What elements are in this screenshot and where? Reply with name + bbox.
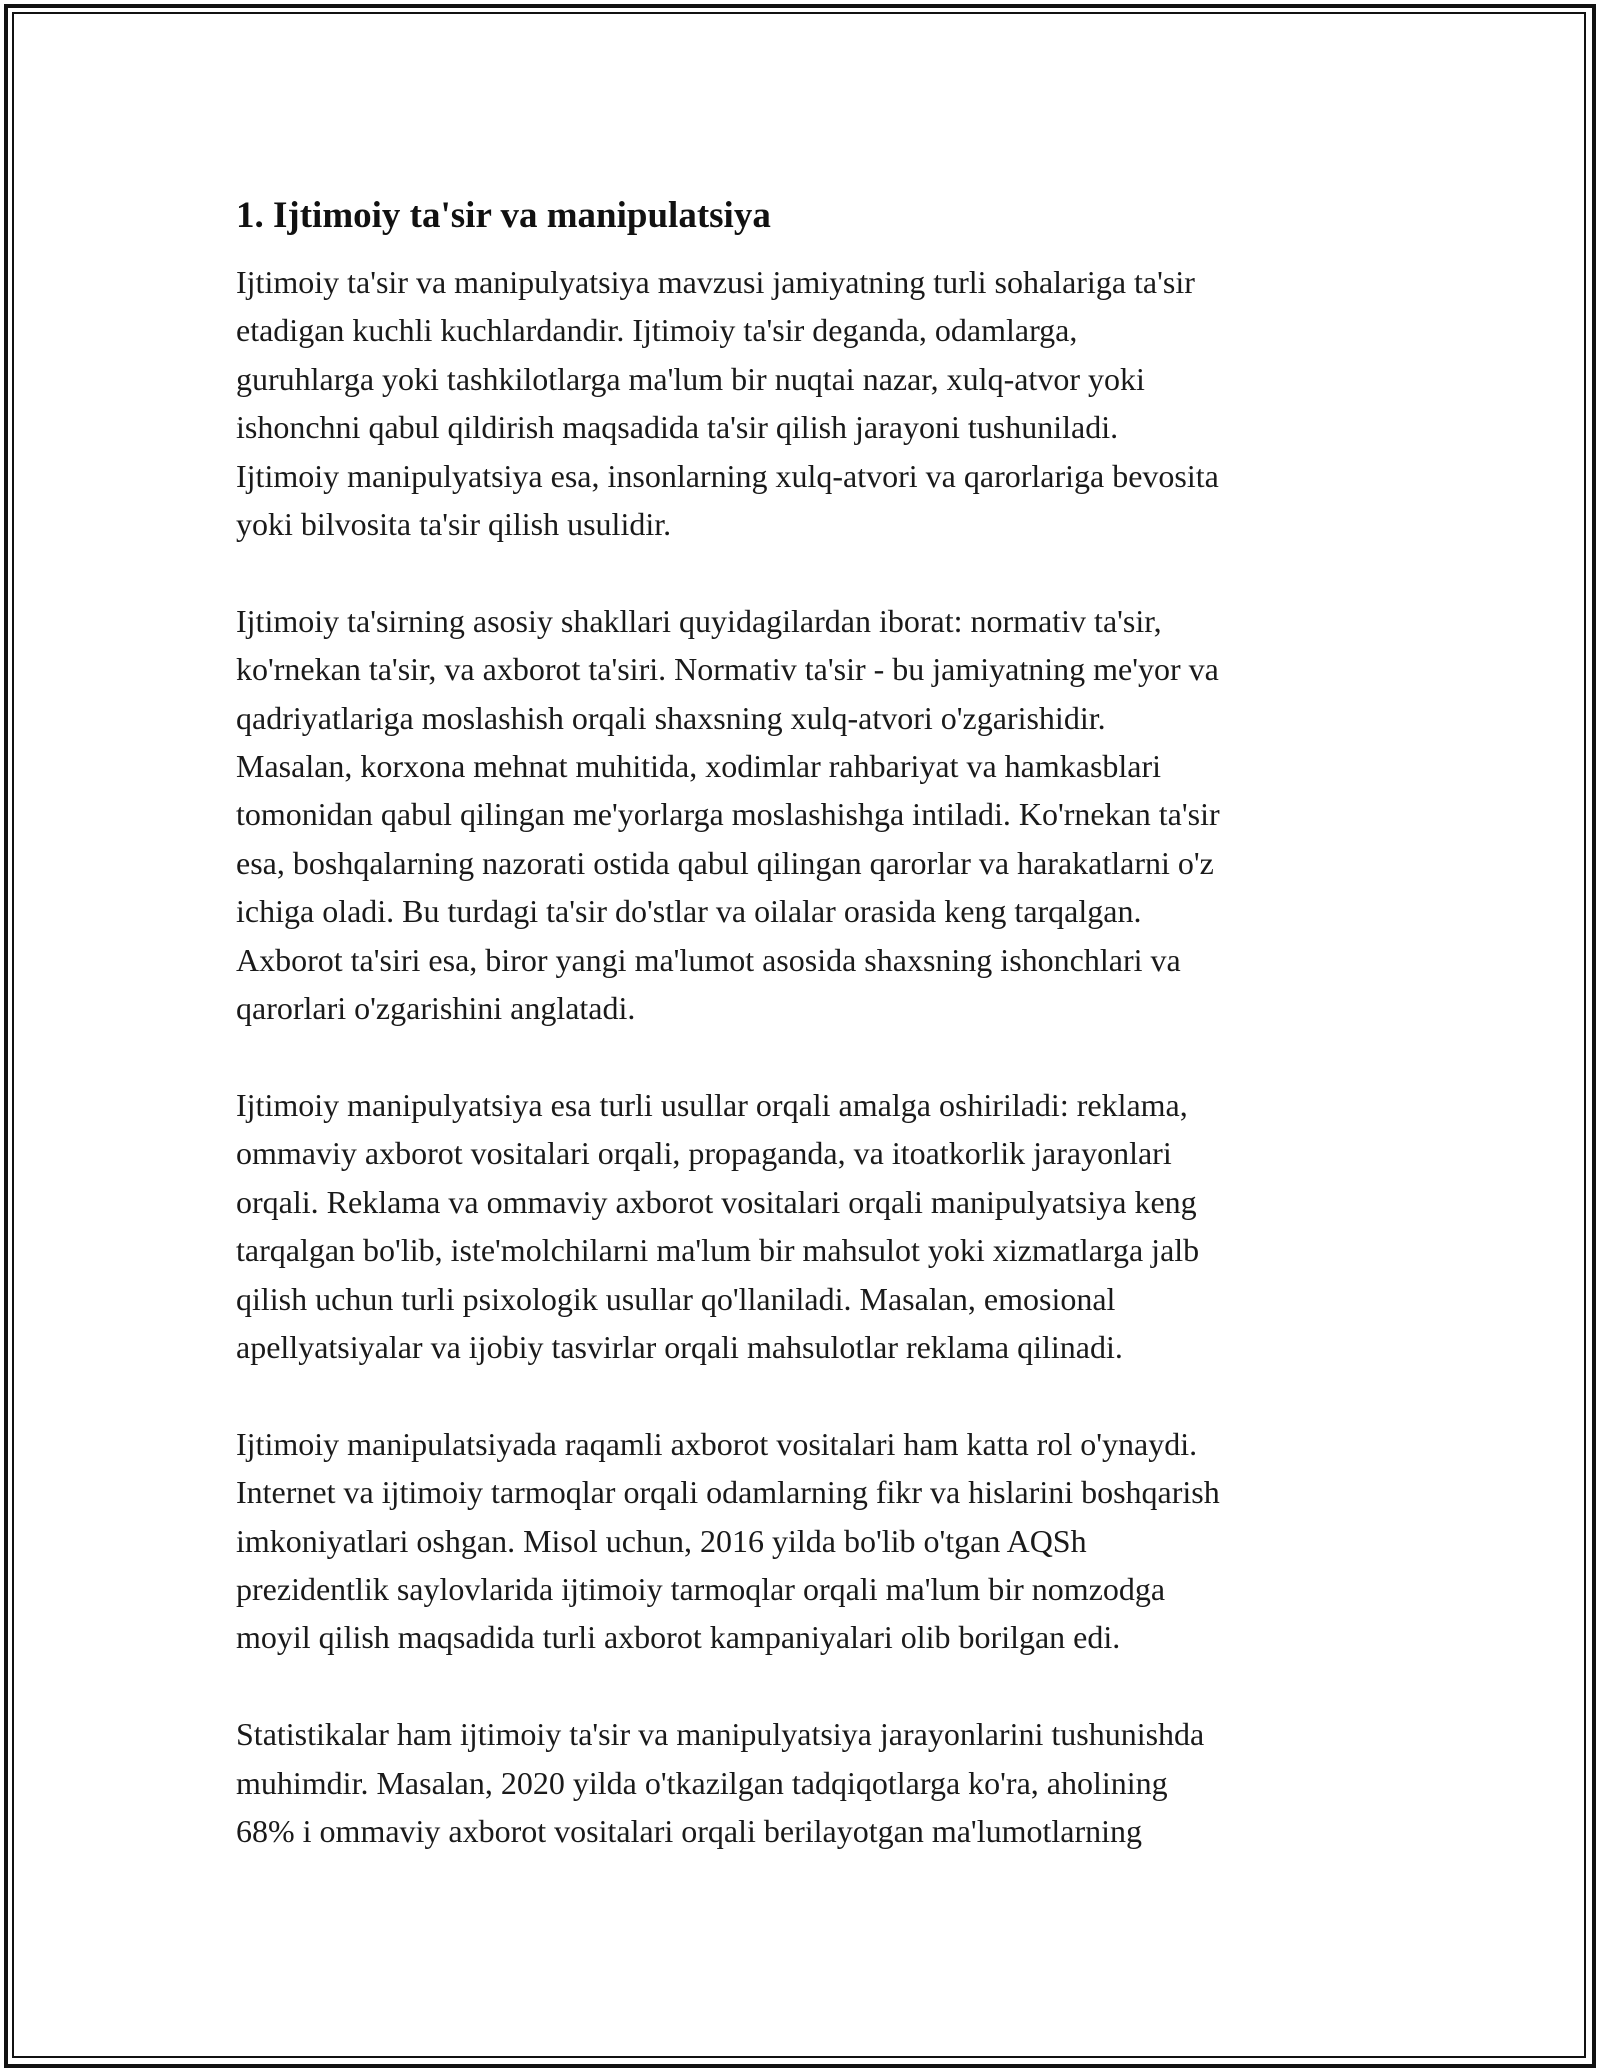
section-heading: 1. Ijtimoiy ta'sir va manipulatsiya: [236, 195, 771, 236]
paragraph-4: Ijtimoiy manipulatsiyada raqamli axborot vositalari ham katta rol o'ynaydi. Internet va ijtimoiy tarmoqlar orqali odamlarning fikr va hislarini boshqarish imkoniyatlari oshgan. Misol uchun, 2016 yilda bo'lib o'tgan AQSh prezidentlik saylovlarida ijtimoiy tarmoqlar orqali ma'lum bir nomzodga moyil qilish maqsadida turli axborot kampaniyalari olib borilgan edi.: [236, 1425, 1220, 1656]
paragraph-2: Ijtimoiy ta'sirning asosiy shakllari quyidagilardan iborat: normativ ta'sir, ko'rnekan ta'sir, va axborot ta'siri. Normativ ta'sir - bu jamiyatning me'yor va qadriyatlariga moslashish orqali shaxsning xulq-atvori o'zgarishidir. Masalan, korxona mehnat muhitida, xodimlar rahbariyat va hamkasblari tomonidan qabul qilingan me'yorlarga moslashishga intiladi. Ko'rnekan ta'sir esa, boshqalarning nazorati ostida qabul qilingan qarorlar va harakatlarni o'z ichiga oladi. Bu turdagi ta'sir do'stlar va oilalar orasida keng tarqalgan. Axborot ta'siri esa, biror yangi ma'lumot asosida shaxsning ishonchlari va qarorlari o'zgarishini anglatadi.: [236, 602, 1220, 1027]
document-body: [236, 188, 1376, 1904]
paragraph-3: Ijtimoiy manipulyatsiya esa turli usullar orqali amalga oshiriladi: reklama, ommaviy axborot vositalari orqali, propaganda, va itoatkorlik jarayonlari orqali. Reklama va ommaviy axborot vositalari orqali manipulyatsiya keng tarqalgan bo'lib, iste'molchilarni ma'lum bir mahsulot yoki xizmatlarga jalb qilish uchun turli psixologik usullar qo'llaniladi. Masalan, emosional apellyatsiyalar va ijobiy tasvirlar orqali mahsulotlar reklama qilinadi.: [236, 1086, 1200, 1365]
paragraph-1: Ijtimoiy ta'sir va manipulyatsiya mavzusi jamiyatning turli sohalariga ta'sir etadigan kuchli kuchlardandir. Ijtimoiy ta'sir deganda, odamlarga, guruhlarga yoki tashkilotlarga ma'lum bir nuqtai nazar, xulq-atvor yoki ishonchni qabul qildirish maqsadida ta'sir qilish jarayoni tushuniladi. Ijtimoiy manipulyatsiya esa, insonlarning xulq-atvori va qarorlariga bevosita yoki bilvosita ta'sir qilish usulidir.: [236, 264, 1219, 543]
paragraph-5: Statistikalar ham ijtimoiy ta'sir va manipulyatsiya jarayonlarini tushunishda muhimdir. Masalan, 2020 yilda o'tkazilgan tadqiqotlarga ko'ra, aholining 68% i ommaviy axborot vositalari orqali berilayotgan ma'lumotlarning: [236, 1716, 1205, 1849]
